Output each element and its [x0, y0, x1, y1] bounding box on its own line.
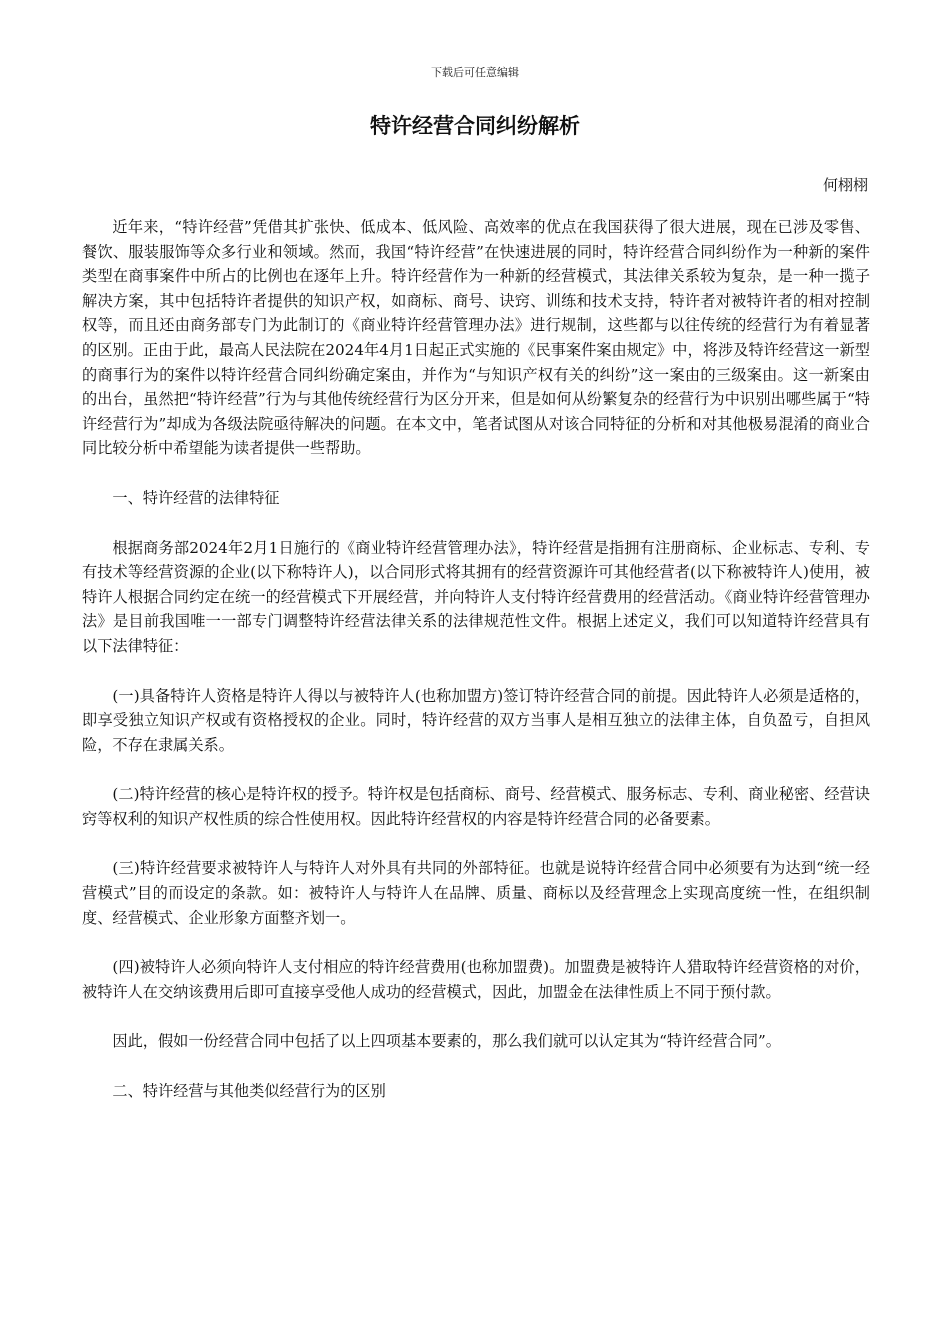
feature-paragraph-4: (四)被特许人必须向特许人支付相应的特许经营费用(也称加盟费)。加盟费是被特许人猎取特许经营资格的对价，被特许人在交纳该费用后即可直接享受他人成功的经营模式，因此，加盟金在法律性质上不同于预付款。 — [82, 958, 870, 1001]
header-note: 下载后可任意编辑 — [431, 66, 519, 79]
section-heading-1: 一、特许经营的法律特征 — [112, 488, 280, 507]
document-title: 特许经营合同纠纷解析 — [370, 114, 580, 138]
feature-paragraph-2: (二)特许经营的核心是特许权的授予。特许权是包括商标、商号、经营模式、服务标志、专利、商业秘密、经营诀窍等权利的知识产权性质的综合性使用权。因此特许经营权的内容是特许经营合同的必备要素。 — [82, 785, 870, 828]
author-name: 何栩栩 — [822, 176, 868, 194]
document-body — [82, 215, 870, 1129]
feature-paragraph-3: (三)特许经营要求被特许人与特许人对外具有共同的外部特征。也就是说特许经营合同中必须要有为达到“统一经营模式”目的而设定的条款。如：被特许人与特许人在品牌、质量、商标以及经营理念上实现高度统一性，在组织制度、经营模式、企业形象方面整齐划一。 — [82, 859, 870, 927]
definition-paragraph: 根据商务部2024年2月1日施行的《商业特许经营管理办法》，特许经营是指拥有注册商标、企业标志、专利、专有技术等经营资源的企业(以下称特许人)，以合同形式将其拥有的经营资源许可其他经营者(以下称被特许人)使用，被特许人根据合同约定在统一的经营模式下开展经营，并向特许人支付特许经营费用的经营活动。《商业特许经营管理办法》是目前我国唯一一部专门调整特许经营法律关系的法律规范性文件。根据上述定义，我们可以知道特许经营具有以下法律特征： — [82, 538, 870, 655]
section-heading-2: 二、特许经营与其他类似经营行为的区别 — [112, 1082, 386, 1101]
intro-paragraph: 近年来，“特许经营”凭借其扩张快、低成本、低风险、高效率的优点在我国获得了很大进展，现在已涉及零售、餐饮、服装服饰等众多行业和领域。然而，我国“特许经营”在快速进展的同时，特许经营合同纠纷作为一种新的案件类型在商事案件中所占的比例也在逐年上升。特许经营作为一种新的经营模式，其法律关系较为复杂，是一种一揽子解决方案，其中包括特许者提供的知识产权，如商标、商号、诀窍、训练和技术支持，特许者对被特许者的相对控制权等，而且还由商务部专门为此制订的《商业特许经营管理办法》进行规制，这些都与以往传统的经营行为有着显著的区别。正由于此，最高人民法院在2024年4月1日起正式实施的《民事案件案由规定》中，将涉及特许经营这一新型的商事行为的案件以特许经营合同纠纷确定案由，并作为“与知识产权有关的纠纷”这一案由的三级案由。这一新案由的出台，虽然把“特许经营”行为与其他传统经营行为区分开来，但是如何从纷繁复杂的经营行为中识别出哪些属于“特许经营行为”却成为各级法院亟待解决的问题。在本文中，笔者试图从对该合同特征的分析和对其他极易混淆的商业合同比较分析中希望能为读者提供一些帮助。 — [82, 218, 870, 458]
feature-paragraph-1: (一)具备特许人资格是特许人得以与被特许人(也称加盟方)签订特许经营合同的前提。因此特许人必须是适格的，即享受独立知识产权或有资格授权的企业。同时，特许经营的双方当事人是相互独立的法律主体，自负盈亏，自担风险，不存在隶属关系。 — [82, 686, 870, 754]
conclusion-paragraph: 因此，假如一份经营合同中包括了以上四项基本要素的，那么我们就可以认定其为“特许经营合同”。 — [112, 1032, 781, 1051]
